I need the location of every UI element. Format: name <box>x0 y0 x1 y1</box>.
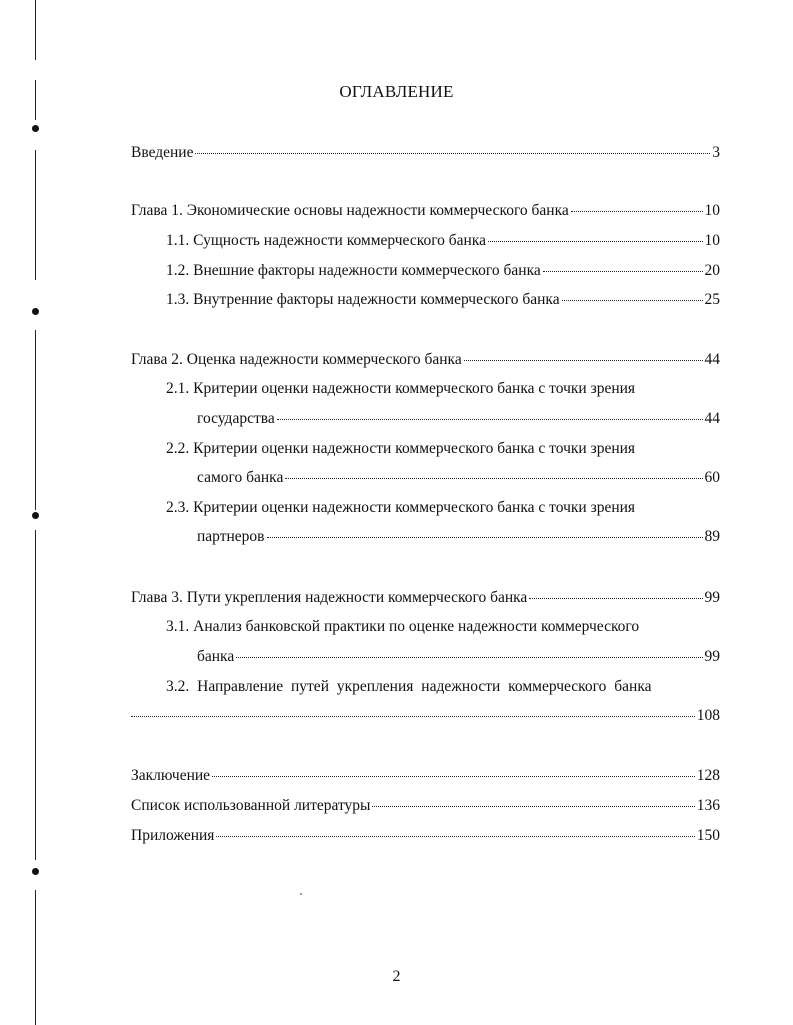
toc-entry-page: 150 <box>696 827 720 844</box>
toc-entry-intro[interactable] <box>131 143 720 163</box>
leader-dots <box>562 300 703 301</box>
toc-entry-label: Заключение <box>131 767 211 784</box>
toc-entry-chapter-2[interactable] <box>131 350 720 370</box>
page-title: ОГЛАВЛЕНИЕ <box>339 82 454 101</box>
toc-entry-page: 108 <box>696 707 720 724</box>
toc-entry-section-2-1[interactable] <box>197 409 720 429</box>
toc-entry-section-1-1[interactable] <box>166 231 720 251</box>
toc-entry-section-1-2[interactable] <box>166 261 720 281</box>
toc-entry-label: 1.3. Внутренние факторы надежности коммерческого банка <box>166 291 560 308</box>
toc-entry-chapter-1[interactable] <box>131 201 720 221</box>
toc-entry-label: Введение <box>131 144 194 161</box>
leader-dots <box>372 806 694 807</box>
toc-entry-section-2-1-line1[interactable]: 2.1. Критерии оценки надежности коммерческого банка с точки зрения <box>166 380 636 397</box>
toc-entry-conclusion[interactable] <box>131 766 720 786</box>
toc-entry-page: 60 <box>704 469 720 486</box>
toc-entry-page: 44 <box>704 351 720 368</box>
toc-entry-page: 10 <box>704 232 720 249</box>
toc-entry-section-2-3[interactable] <box>197 527 720 547</box>
toc-entry-label: банка <box>197 648 235 665</box>
toc-entry-label: Список использованной литературы <box>131 797 371 814</box>
leader-dots <box>212 776 695 777</box>
page-number: 2 <box>392 968 401 985</box>
toc-entry-label: 1.1. Сущность надежности коммерческого банка <box>166 232 487 249</box>
leader-dots <box>285 478 702 479</box>
toc-entry-appendices[interactable] <box>131 826 720 846</box>
leader-dots <box>488 241 702 242</box>
toc-entry-label: государства <box>197 410 275 427</box>
toc-entry-section-2-2-line1[interactable]: 2.2. Критерии оценки надежности коммерческого банка с точки зрения <box>166 440 636 457</box>
toc-entry-page: 20 <box>704 262 720 279</box>
toc-entry-section-3-2-line1[interactable]: 3.2. Направление путей укрепления надежности коммерческого банка <box>166 678 652 695</box>
toc-entry-label: Приложения <box>131 827 215 844</box>
scan-speck <box>300 893 302 895</box>
toc-entry-section-3-2[interactable] <box>131 706 720 726</box>
toc-entry-references[interactable] <box>131 796 720 816</box>
toc-entry-page: 136 <box>696 797 720 814</box>
toc-entry-page: 3 <box>712 144 720 161</box>
leader-dots <box>267 537 703 538</box>
leader-dots <box>277 419 703 420</box>
toc-entry-label: Глава 3. Пути укрепления надежности коммерческого банка <box>131 589 528 606</box>
toc-entry-page: 25 <box>704 291 720 308</box>
toc-entry-page: 89 <box>704 528 720 545</box>
toc-entry-label: самого банка <box>197 469 284 486</box>
toc-entry-section-3-1[interactable] <box>197 647 720 667</box>
leader-dots <box>543 271 703 272</box>
toc-entry-page: 99 <box>704 648 720 665</box>
leader-dots <box>571 211 703 212</box>
leader-dots <box>216 836 694 837</box>
toc-entry-section-2-2[interactable] <box>197 468 720 488</box>
toc-entry-section-3-1-line1[interactable]: 3.1. Анализ банковской практики по оценке надежности коммерческого <box>166 618 640 635</box>
leader-dots <box>529 598 702 599</box>
leader-dots <box>131 716 695 717</box>
toc-entry-page: 10 <box>704 202 720 219</box>
toc-entry-chapter-3[interactable] <box>131 588 720 608</box>
toc-entry-page: 44 <box>704 410 720 427</box>
toc-entry-section-1-3[interactable] <box>166 290 720 310</box>
toc-entry-label: партнеров <box>197 528 265 545</box>
leader-dots <box>195 153 710 154</box>
leader-dots <box>464 360 703 361</box>
leader-dots <box>236 657 702 658</box>
toc-entry-label: 1.2. Внешние факторы надежности коммерческого банка <box>166 262 541 279</box>
toc-entry-page: 128 <box>696 767 720 784</box>
toc-entry-label: Глава 2. Оценка надежности коммерческого банка <box>131 351 462 368</box>
toc-entry-page: 99 <box>704 589 720 606</box>
toc-entry-section-2-3-line1[interactable]: 2.3. Критерии оценки надежности коммерческого банка с точки зрения <box>166 499 636 516</box>
toc-entry-label: Глава 1. Экономические основы надежности коммерческого банка <box>131 202 569 219</box>
